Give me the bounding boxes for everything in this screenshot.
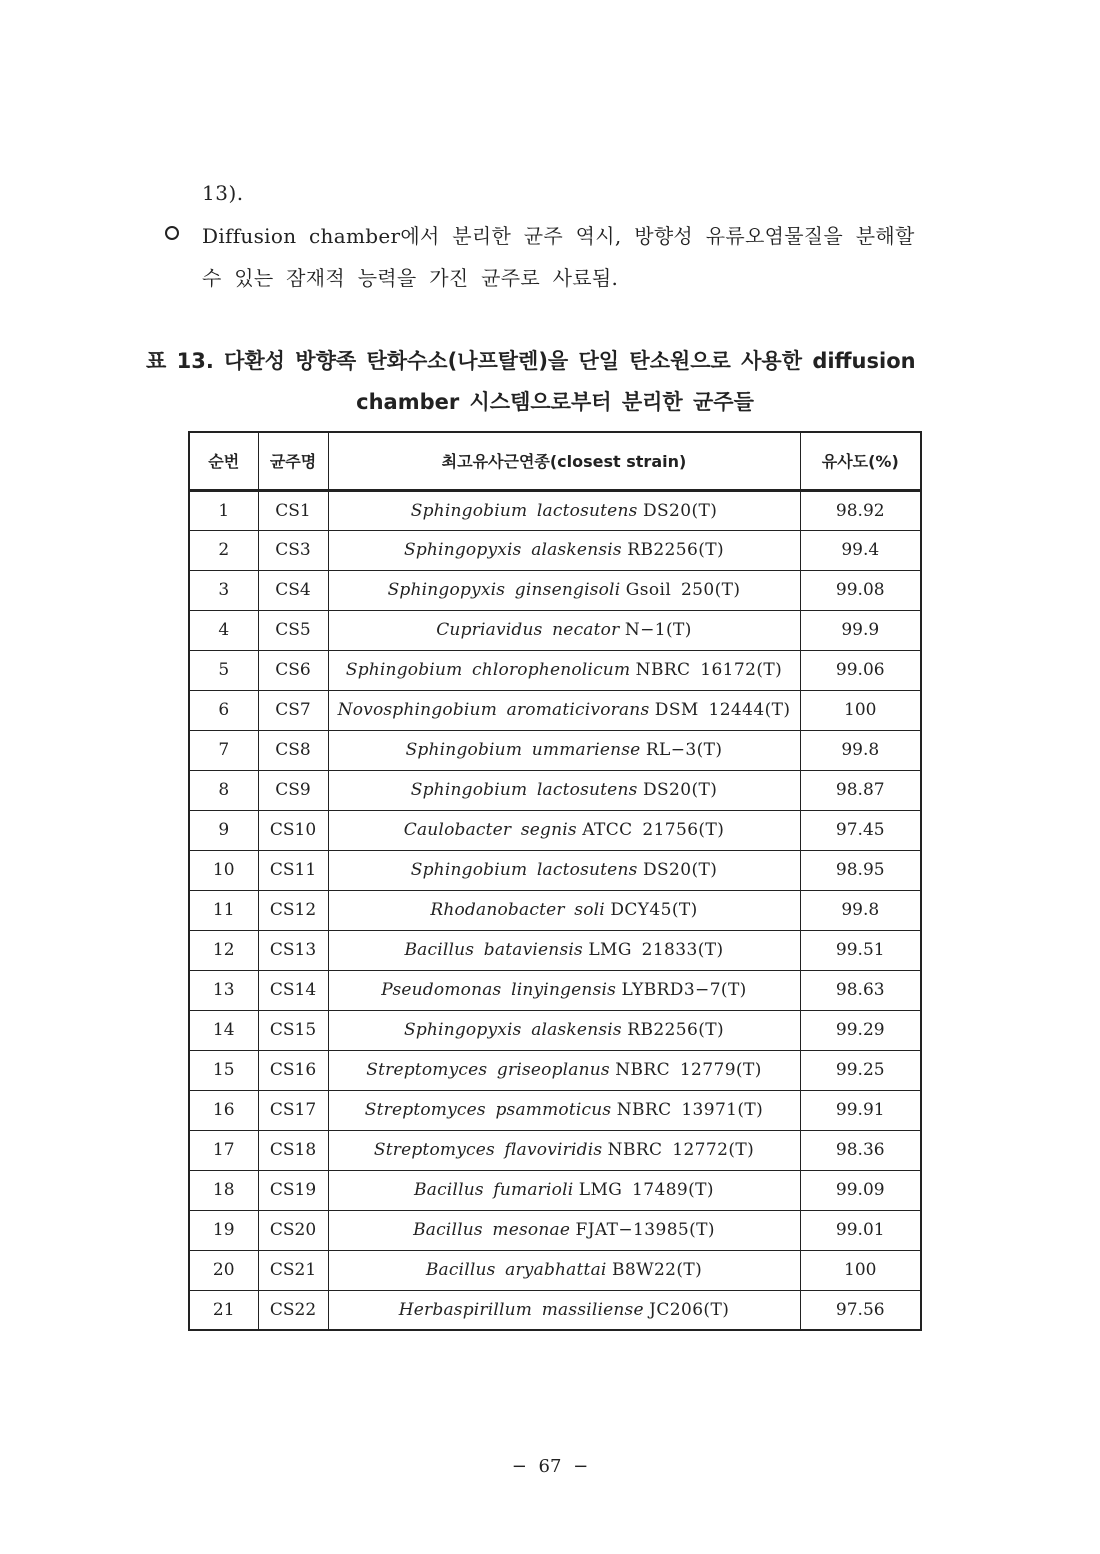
species-name: Streptomyces flavoviridis <box>373 1140 603 1160</box>
species-name: Cupriavidus necator <box>436 620 620 640</box>
row-closest-strain <box>328 1010 800 1050</box>
row-closest-strain <box>328 650 800 690</box>
row-closest-strain <box>328 610 800 650</box>
row-closest-strain <box>328 1050 800 1090</box>
row-strain-name: CS17 <box>258 1090 328 1130</box>
type-strain-id: LMG 17489(T) <box>578 1180 714 1200</box>
row-strain-name: CS9 <box>258 770 328 810</box>
row-similarity: 99.29 <box>800 1010 921 1050</box>
table-row <box>189 1210 921 1250</box>
species-name: Sphingobium lactosutens <box>410 500 638 521</box>
row-similarity: 98.92 <box>800 490 921 530</box>
type-strain-id: DS20(T) <box>642 780 718 800</box>
table-body <box>189 490 921 1330</box>
table-row <box>189 1290 921 1330</box>
row-number: 6 <box>189 690 258 730</box>
header-number: 순번 <box>189 432 258 490</box>
row-strain-name: CS11 <box>258 850 328 890</box>
row-number: 11 <box>189 890 258 930</box>
row-closest-strain <box>328 690 800 730</box>
type-strain-id: B8W22(T) <box>611 1260 703 1280</box>
row-similarity: 99.4 <box>800 530 921 570</box>
continuation-text: 13). <box>202 181 244 205</box>
row-number: 2 <box>189 530 258 570</box>
row-number: 19 <box>189 1210 258 1250</box>
row-number: 17 <box>189 1130 258 1170</box>
species-name: Bacillus aryabhattai <box>425 1260 607 1280</box>
row-closest-strain <box>328 1210 800 1250</box>
table-caption-line-1: 표 13. 다환성 방향족 탄화수소(나프탈렌)을 단일 탄소원으로 사용한 diffusion <box>146 349 916 373</box>
species-name: Streptomyces griseoplanus <box>366 1060 610 1080</box>
strain-table <box>188 431 922 1331</box>
type-strain-id: RL−3(T) <box>645 740 723 760</box>
row-closest-strain <box>328 890 800 930</box>
row-strain-name: CS6 <box>258 650 328 690</box>
row-closest-strain <box>328 970 800 1010</box>
row-number: 7 <box>189 730 258 770</box>
table-row <box>189 530 921 570</box>
row-similarity: 100 <box>800 690 921 730</box>
row-closest-strain <box>328 930 800 970</box>
header-closest-strain: 최고유사근연종(closest strain) <box>328 432 800 490</box>
row-similarity: 99.08 <box>800 570 921 610</box>
species-name: Bacillus mesonae <box>413 1220 571 1240</box>
row-number: 1 <box>189 490 258 530</box>
type-strain-id: NBRC 13971(T) <box>616 1100 764 1120</box>
row-number: 13 <box>189 970 258 1010</box>
type-strain-id: ATCC 21756(T) <box>582 820 725 840</box>
row-number: 10 <box>189 850 258 890</box>
species-name: Sphingopyxis ginsengisoli <box>387 580 621 600</box>
row-number: 9 <box>189 810 258 850</box>
type-strain-id: DCY45(T) <box>610 900 698 920</box>
row-strain-name: CS22 <box>258 1290 328 1330</box>
row-strain-name: CS4 <box>258 570 328 610</box>
table-header-row <box>189 432 921 490</box>
row-similarity: 99.91 <box>800 1090 921 1130</box>
row-closest-strain <box>328 850 800 890</box>
table-row <box>189 650 921 690</box>
table-row <box>189 890 921 930</box>
row-strain-name: CS14 <box>258 970 328 1010</box>
row-closest-strain <box>328 1170 800 1210</box>
table-row <box>189 1170 921 1210</box>
row-similarity: 99.09 <box>800 1170 921 1210</box>
row-similarity: 98.87 <box>800 770 921 810</box>
table-row <box>189 970 921 1010</box>
table-caption-line-2: chamber 시스템으로부터 분리한 균주들 <box>356 390 754 414</box>
row-closest-strain <box>328 1250 800 1290</box>
table-row <box>189 1090 921 1130</box>
row-strain-name: CS7 <box>258 690 328 730</box>
row-strain-name: CS8 <box>258 730 328 770</box>
species-name: Bacillus fumarioli <box>414 1180 574 1200</box>
species-name: Sphingobium lactosutens <box>410 780 638 800</box>
row-strain-name: CS16 <box>258 1050 328 1090</box>
type-strain-id: DSM 12444(T) <box>654 700 791 720</box>
row-number: 5 <box>189 650 258 690</box>
row-closest-strain <box>328 1090 800 1130</box>
species-name: Bacillus bataviensis <box>404 940 583 960</box>
header-similarity: 유사도(%) <box>800 432 921 490</box>
row-similarity: 99.25 <box>800 1050 921 1090</box>
row-similarity: 99.06 <box>800 650 921 690</box>
row-strain-name: CS13 <box>258 930 328 970</box>
row-number: 3 <box>189 570 258 610</box>
page-number: − 67 − <box>511 1456 589 1477</box>
table-row <box>189 1050 921 1090</box>
type-strain-id: JC206(T) <box>649 1299 730 1320</box>
row-closest-strain <box>328 730 800 770</box>
species-name: Caulobacter segnis <box>403 820 577 840</box>
row-similarity: 97.45 <box>800 810 921 850</box>
row-similarity: 99.51 <box>800 930 921 970</box>
table-row <box>189 930 921 970</box>
type-strain-id: NBRC 16172(T) <box>635 660 783 680</box>
table-row <box>189 850 921 890</box>
type-strain-id: FJAT−13985(T) <box>575 1220 715 1240</box>
table-row <box>189 730 921 770</box>
header-strain-name: 균주명 <box>258 432 328 490</box>
species-name: Rhodanobacter soli <box>430 900 605 920</box>
row-closest-strain <box>328 770 800 810</box>
table-row <box>189 770 921 810</box>
type-strain-id: Gsoil 250(T) <box>625 580 741 600</box>
table-row <box>189 690 921 730</box>
species-name: Sphingobium chlorophenolicum <box>345 660 631 680</box>
table-row <box>189 610 921 650</box>
row-strain-name: CS21 <box>258 1250 328 1290</box>
row-closest-strain <box>328 1130 800 1170</box>
bullet-line-2: 수 있는 잠재적 능력을 가진 균주로 사료됨. <box>202 266 619 290</box>
species-name: Sphingopyxis alaskensis <box>403 1020 622 1040</box>
row-closest-strain <box>328 530 800 570</box>
type-strain-id: RB2256(T) <box>627 540 725 560</box>
type-strain-id: LMG 21833(T) <box>588 940 724 960</box>
row-strain-name: CS10 <box>258 810 328 850</box>
row-strain-name: CS20 <box>258 1210 328 1250</box>
row-closest-strain <box>328 1290 800 1330</box>
row-similarity: 97.56 <box>800 1290 921 1330</box>
species-name: Pseudomonas linyingensis <box>381 980 617 1000</box>
type-strain-id: LYBRD3−7(T) <box>621 980 747 1000</box>
row-strain-name: CS5 <box>258 610 328 650</box>
row-number: 20 <box>189 1250 258 1290</box>
row-number: 14 <box>189 1010 258 1050</box>
type-strain-id: DS20(T) <box>642 500 718 521</box>
row-closest-strain <box>328 810 800 850</box>
row-number: 15 <box>189 1050 258 1090</box>
row-similarity: 98.36 <box>800 1130 921 1170</box>
table-row <box>189 1130 921 1170</box>
row-strain-name: CS15 <box>258 1010 328 1050</box>
table-row <box>189 810 921 850</box>
row-number: 18 <box>189 1170 258 1210</box>
row-similarity: 99.8 <box>800 890 921 930</box>
species-name: Novosphingobium aromaticivorans <box>337 700 650 720</box>
row-similarity: 98.63 <box>800 970 921 1010</box>
type-strain-id: DS20(T) <box>642 860 718 880</box>
bullet-circle-icon <box>165 226 179 240</box>
row-number: 21 <box>189 1290 258 1330</box>
row-strain-name: CS1 <box>258 490 328 530</box>
row-closest-strain <box>328 570 800 610</box>
row-strain-name: CS12 <box>258 890 328 930</box>
row-similarity: 98.95 <box>800 850 921 890</box>
type-strain-id: RB2256(T) <box>627 1020 725 1040</box>
table-row <box>189 1250 921 1290</box>
type-strain-id: NBRC 12779(T) <box>615 1060 762 1080</box>
species-name: Herbaspirillum massiliense <box>398 1299 644 1320</box>
bullet-line-1: Diffusion chamber에서 분리한 균주 역시, 방향성 유류오염물질을 분해할 <box>202 224 915 248</box>
row-similarity: 99.9 <box>800 610 921 650</box>
species-name: Streptomyces psammoticus <box>364 1100 612 1120</box>
row-number: 8 <box>189 770 258 810</box>
species-name: Sphingobium ummariense <box>405 740 641 760</box>
row-similarity: 99.8 <box>800 730 921 770</box>
species-name: Sphingopyxis alaskensis <box>403 540 622 560</box>
table-row <box>189 490 921 530</box>
row-number: 16 <box>189 1090 258 1130</box>
row-strain-name: CS19 <box>258 1170 328 1210</box>
type-strain-id: N−1(T) <box>624 620 692 640</box>
row-closest-strain <box>328 490 800 530</box>
species-name: Sphingobium lactosutens <box>410 860 638 880</box>
row-strain-name: CS18 <box>258 1130 328 1170</box>
type-strain-id: NBRC 12772(T) <box>607 1140 755 1160</box>
row-similarity: 99.01 <box>800 1210 921 1250</box>
row-strain-name: CS3 <box>258 530 328 570</box>
row-number: 12 <box>189 930 258 970</box>
row-number: 4 <box>189 610 258 650</box>
row-similarity: 100 <box>800 1250 921 1290</box>
table-row <box>189 1010 921 1050</box>
table-row <box>189 570 921 610</box>
